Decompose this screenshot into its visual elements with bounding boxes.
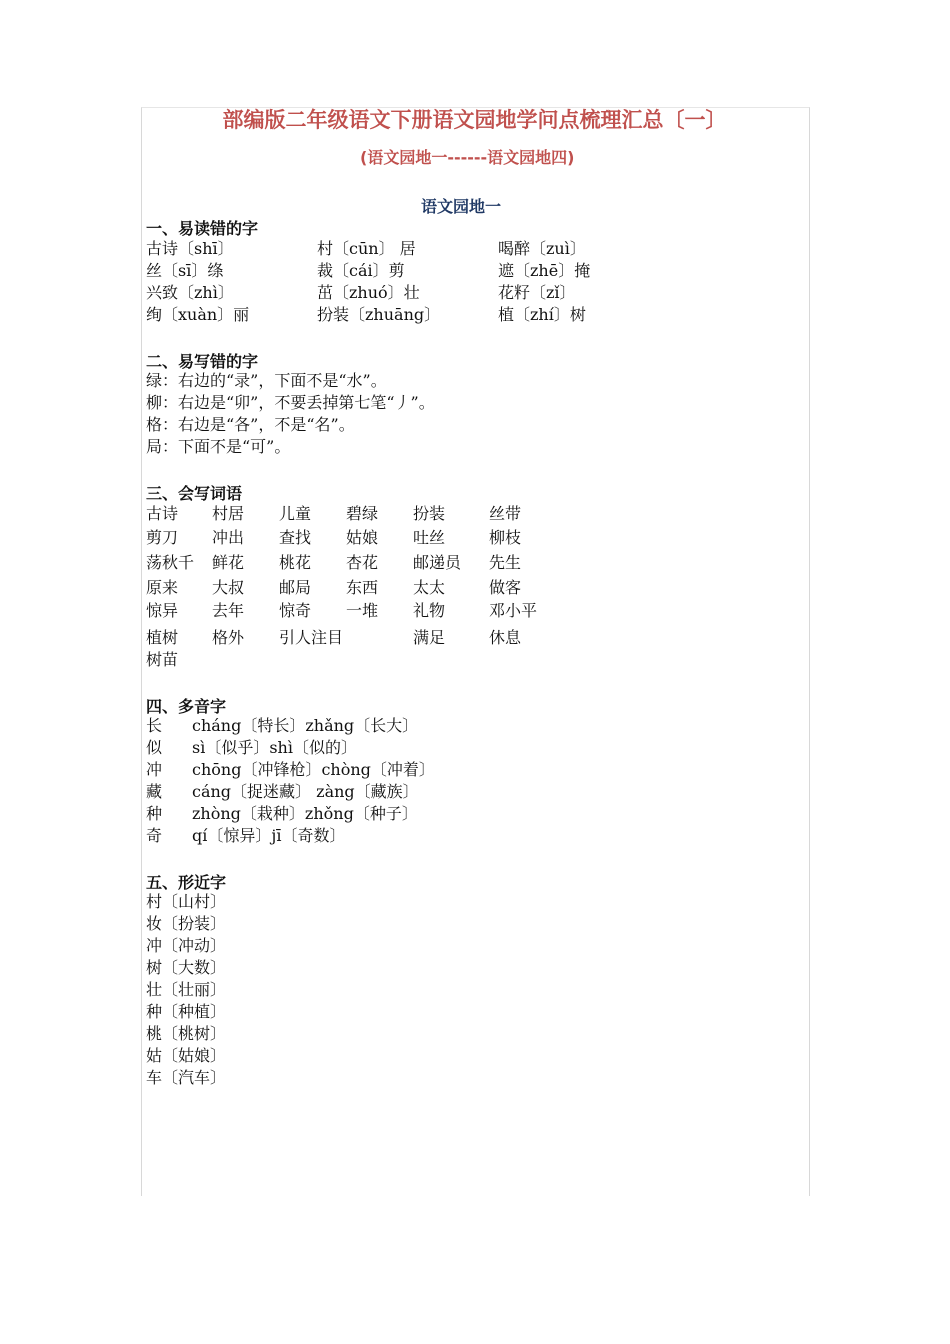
section-heading-5: 五、形近字 xyxy=(146,873,227,892)
misread-word: 古诗〔shī〕 xyxy=(146,239,234,258)
section-heading-1: 一、易读错的字 xyxy=(146,219,259,238)
vocab-word: 荡秋千 xyxy=(146,553,195,572)
vocab-word: 休息 xyxy=(489,628,522,647)
page-subtitle: (语文园地一------语文园地四) xyxy=(360,148,575,167)
polyphonic-char: 种 xyxy=(146,804,163,823)
misread-word: 村〔cūn〕 居 xyxy=(317,239,416,258)
misread-word: 裁〔cái〕剪 xyxy=(317,261,405,280)
vocab-word: 杏花 xyxy=(346,553,379,572)
similar-char: 种〔种植〕 xyxy=(146,1002,227,1021)
vocab-word: 桃花 xyxy=(279,553,312,572)
vocab-word: 东西 xyxy=(346,578,379,597)
misread-word: 植〔zhí〕树 xyxy=(498,305,586,324)
polyphonic-readings: cháng〔特长〕zhǎng〔长大〕 xyxy=(192,716,419,735)
polyphonic-readings: chōng〔冲锋枪〕chòng〔冲着〕 xyxy=(192,760,435,779)
vocab-word: 太太 xyxy=(413,578,446,597)
section-heading-4: 四、多音字 xyxy=(146,697,227,716)
polyphonic-char: 长 xyxy=(146,716,163,735)
garden-title: 语文园地一 xyxy=(420,197,501,216)
misread-word: 茁〔zhuó〕壮 xyxy=(317,283,420,302)
miswritten-char-note: 局：下面不是“可”。 xyxy=(146,437,291,456)
vocab-word: 碧绿 xyxy=(346,504,379,523)
similar-char: 冲〔冲动〕 xyxy=(146,936,227,955)
misread-word: 花籽〔zǐ〕 xyxy=(498,283,576,302)
misread-word: 扮装〔zhuāng〕 xyxy=(317,305,441,324)
vocab-word: 古诗 xyxy=(146,504,179,523)
polyphonic-readings: sì〔似乎〕shì〔似的〕 xyxy=(192,738,357,757)
vocab-word: 鲜花 xyxy=(212,553,245,572)
vocab-word: 扮装 xyxy=(413,504,446,523)
misread-word: 丝〔sī〕绦 xyxy=(146,261,224,280)
misread-word: 绚〔xuàn〕丽 xyxy=(146,305,250,324)
vocab-word: 原来 xyxy=(146,578,179,597)
similar-char: 树〔大数〕 xyxy=(146,958,227,977)
miswritten-char-note: 绿：右边的“录”，下面不是“水”。 xyxy=(146,371,387,390)
polyphonic-readings: cáng〔捉迷藏〕 zàng〔藏族〕 xyxy=(192,782,419,801)
vocab-word: 邓小平 xyxy=(489,601,538,620)
vocab-word: 满足 xyxy=(413,628,446,647)
vocab-word: 一堆 xyxy=(346,601,379,620)
vocab-word: 先生 xyxy=(489,553,522,572)
polyphonic-char: 似 xyxy=(146,738,163,757)
vocab-word: 做客 xyxy=(489,578,522,597)
section-heading-3: 三、会写词语 xyxy=(146,484,243,503)
vocab-word: 柳枝 xyxy=(489,528,522,547)
polyphonic-readings: qí〔惊异〕jī〔奇数〕 xyxy=(192,826,346,845)
page-frame xyxy=(141,107,810,1196)
vocab-word: 引人注目 xyxy=(279,628,344,647)
vocab-word: 冲出 xyxy=(212,528,245,547)
similar-char: 村〔山村〕 xyxy=(146,892,227,911)
section-heading-2: 二、易写错的字 xyxy=(146,352,259,371)
similar-char: 妆〔扮装〕 xyxy=(146,914,227,933)
vocab-word: 格外 xyxy=(212,628,245,647)
vocab-word: 剪刀 xyxy=(146,528,179,547)
misread-word: 兴致〔zhì〕 xyxy=(146,283,234,302)
polyphonic-char: 冲 xyxy=(146,760,163,779)
vocab-word: 惊异 xyxy=(146,601,179,620)
miswritten-char-note: 格：右边是“各”，不是“名”。 xyxy=(146,415,355,434)
similar-char: 车〔汽车〕 xyxy=(146,1068,227,1087)
vocab-word: 树苗 xyxy=(146,650,179,669)
page-title: 部编版二年级语文下册语文园地学问点梳理汇总〔一〕 xyxy=(222,108,727,132)
vocab-word: 吐丝 xyxy=(413,528,446,547)
similar-char: 壮〔壮丽〕 xyxy=(146,980,227,999)
vocab-word: 村居 xyxy=(212,504,245,523)
vocab-word: 邮局 xyxy=(279,578,312,597)
vocab-word: 邮递员 xyxy=(413,553,462,572)
polyphonic-char: 奇 xyxy=(146,826,163,845)
misread-word: 喝醉〔zuì〕 xyxy=(498,239,586,258)
similar-char: 姑〔姑娘〕 xyxy=(146,1046,227,1065)
miswritten-char-note: 柳：右边是“卯”，不要丢掉第七笔“丿”。 xyxy=(146,393,435,412)
vocab-word: 去年 xyxy=(212,601,245,620)
vocab-word: 礼物 xyxy=(413,601,446,620)
polyphonic-readings: zhòng〔栽种〕zhǒng〔种子〕 xyxy=(192,804,418,823)
vocab-word: 惊奇 xyxy=(279,601,312,620)
vocab-word: 植树 xyxy=(146,628,179,647)
vocab-word: 儿童 xyxy=(279,504,312,523)
vocab-word: 丝带 xyxy=(489,504,522,523)
vocab-word: 姑娘 xyxy=(346,528,379,547)
misread-word: 遮〔zhē〕掩 xyxy=(498,261,591,280)
vocab-word: 查找 xyxy=(279,528,312,547)
vocab-word: 大叔 xyxy=(212,578,245,597)
similar-char: 桃〔桃树〕 xyxy=(146,1024,227,1043)
polyphonic-char: 藏 xyxy=(146,782,163,801)
